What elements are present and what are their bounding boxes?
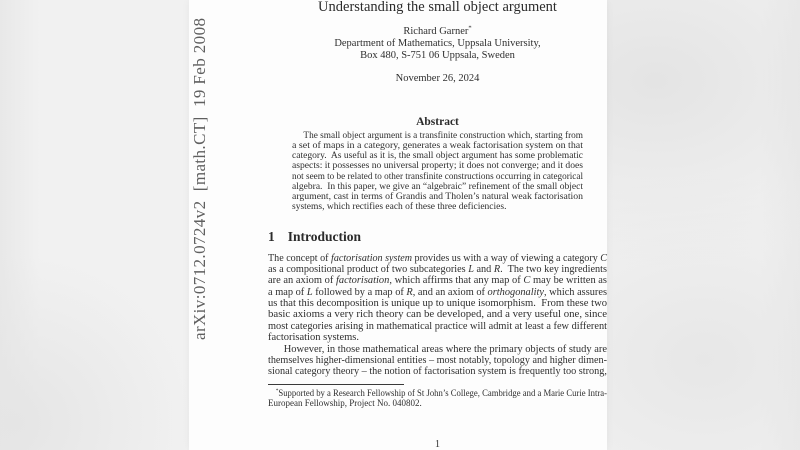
footnote-rule	[268, 384, 404, 385]
author-footnote-mark: *	[468, 24, 472, 32]
page-number: 1	[435, 439, 440, 450]
author-line: Richard Garner*	[403, 24, 472, 37]
section-title: Introduction	[287, 229, 362, 244]
affiliation-line-1: Department of Mathematics, Uppsala University,	[334, 38, 541, 49]
affiliation-line-2: Box 480, S-751 06 Uppsala, Sweden	[360, 50, 515, 61]
intro-paragraph-1: The concept of factorisation system provides us with a way of viewing a category C as a compositional product of two subcategories L and R. The two key ingredients are an axiom of factorisation, which affirms that any map of C may be written as a map of L followed by a map of R, and an axiom of orthogonality, which assures us that this decomposition is unique up to unique isomorphism. From these two basic axioms a very rich theory can be developed, and a very useful one, since most categories arising in mathematical practice will admit at least a few different factorisation systems.	[268, 252, 607, 344]
section-heading	[268, 229, 361, 245]
footnote-mark: *	[275, 387, 279, 394]
footnote-line-2: European Fellowship, Project No. 040802.	[268, 397, 422, 408]
footnote	[268, 388, 607, 408]
arxiv-stamp: arXiv:0712.0724v2 [math.CT] 19 Feb 2008	[190, 17, 209, 340]
footnote-line-1: *Supported by a Research Fellowship of St John’s College, Cambridge and a Marie Curie Intra-	[275, 387, 607, 398]
paper-date: November 26, 2024	[395, 73, 480, 84]
author-block	[268, 26, 607, 62]
paper-page	[189, 0, 607, 450]
abstract-heading: Abstract	[416, 116, 459, 128]
abstract-body: The small object argument is a transfinite construction which, starting from a set of maps in a category, generates a weak factorisation system on that category. As useful as it is, the small object argument has some problematic aspects: it possesses no universal property; it does not converge; and it does not seem to be related to other transfinite constructions occurring in categorical algebra. In this paper, we give an “algebraic” refinement of the small object argument, cast in terms of Grandis and Tholen’s natural weak factorisation systems, which rectifies each of these three deficiencies.	[292, 130, 583, 213]
paper-title: Understanding the small object argument	[318, 0, 557, 15]
intro-paragraph-2: However, in those mathematical areas where the primary objects of study are themselves higher-dimensional entities – most notably, topology and higher dimen- sional category theory – the notion of factorisation system is frequently too strong,	[268, 343, 607, 378]
text-column	[268, 0, 607, 450]
section-number: 1	[268, 229, 275, 244]
